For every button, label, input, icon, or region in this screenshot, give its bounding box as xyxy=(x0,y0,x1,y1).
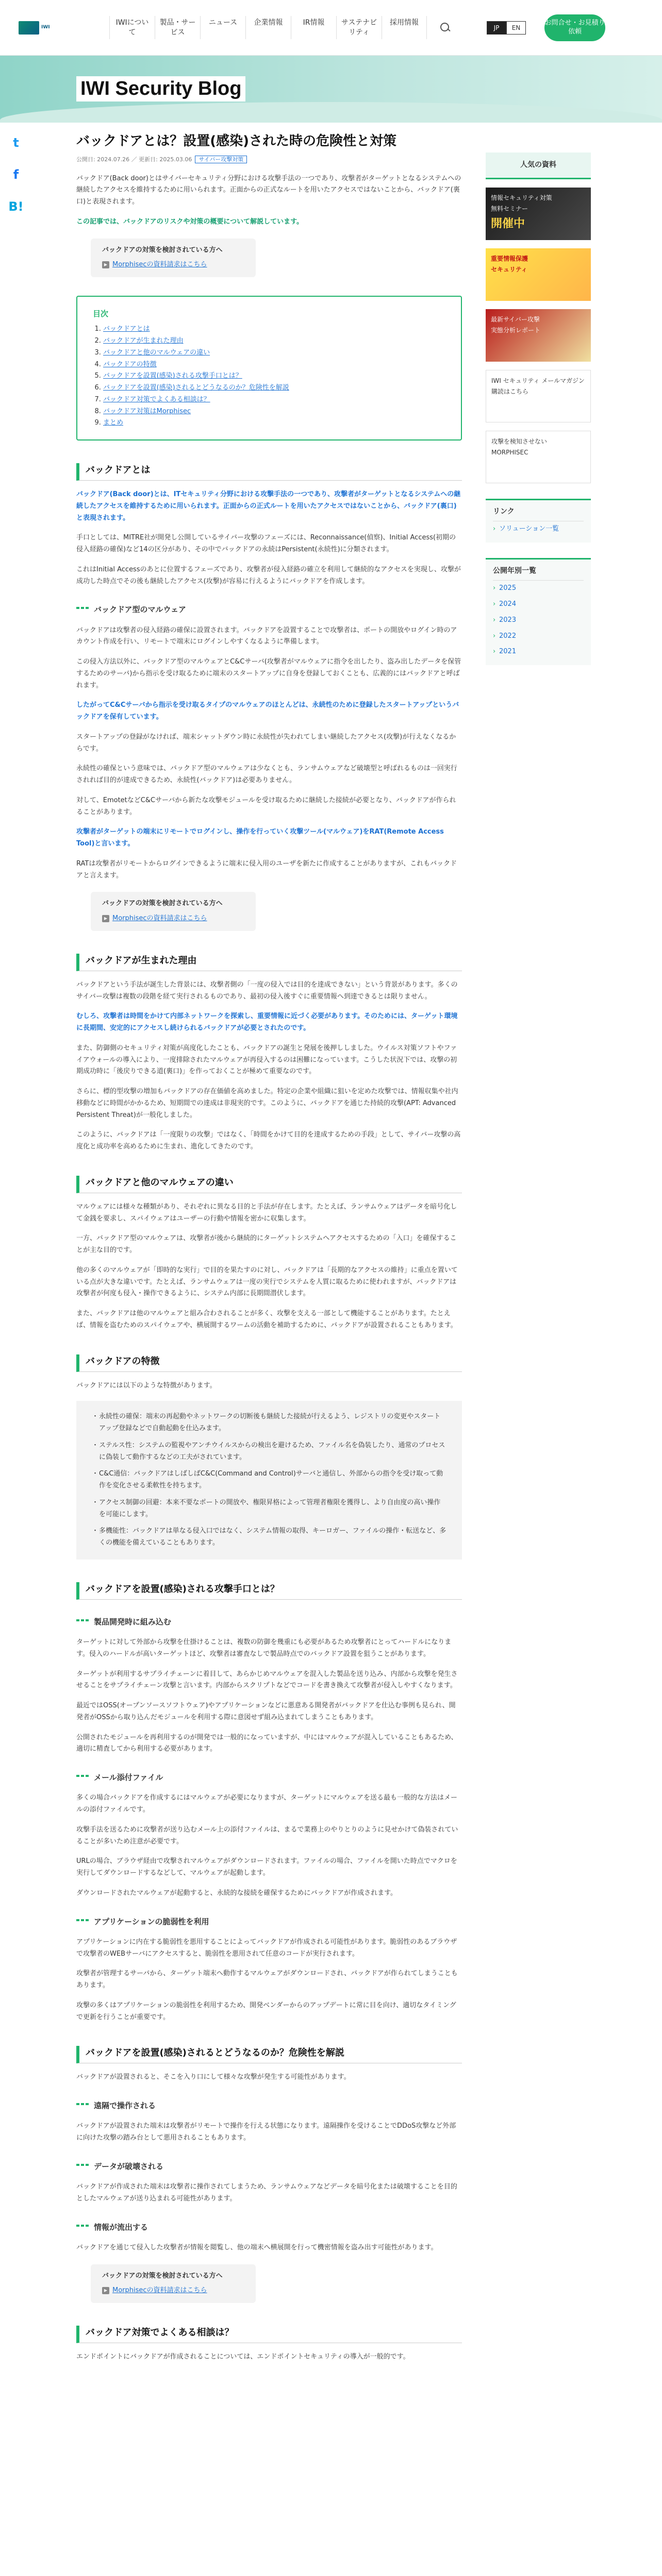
cta-title: バックドアの対策を検討されている方へ xyxy=(102,246,223,254)
toc-link[interactable]: バックドアを設置(感染)される攻撃手口とは？ xyxy=(103,372,242,380)
intro-paragraph: バックドア(Back door)とはサイバーセキュリティ分野における攻撃手法の一つであり、攻撃者がターゲットとなるシステムへの継続したアクセスを維持するために用いられます。正面からの正式なルートを用いたアクセスではないことから、バックドア(裏口)と表現されます。 xyxy=(76,174,461,206)
subsection-heading: 製品開発時に組み込む xyxy=(76,1615,462,1629)
logo-mark-icon xyxy=(19,21,39,35)
archive-block xyxy=(486,558,591,665)
ad-banner-protection[interactable] xyxy=(486,248,591,301)
nav-item-about[interactable]: IWIについて xyxy=(109,16,155,39)
cta-link[interactable] xyxy=(102,259,244,271)
paragraph: バックドア(Back door)とは、ITセキュリティ分野における攻撃手法の一つであり、攻撃者がターゲットとなるシステムへの継続したアクセスを維持するために用いられます。正面からの正式ルートを用いたアクセスではないことから、バックドア(裏口)と表現されます。 xyxy=(76,490,461,522)
ad-banner-seminar[interactable] xyxy=(486,188,591,240)
lang-en-button[interactable]: EN xyxy=(506,21,526,35)
paragraph: ターゲットが利用するサプライチェーンに着目して、あらかじめマルウェアを混入した製品を送り込み、内部から攻撃を発生させることをサプライチェーン攻撃と言います。内部からスクリプトなどでコードを書き換えて攻撃者が侵入しやすくなります。 xyxy=(76,1670,458,1690)
archive-year-link[interactable]: › 2021 xyxy=(493,644,584,660)
paragraph: URLの場合、ブラウザ経由で攻撃されマルウェアがダウンロードされます。ファイルの場合、ファイルを開いた時点でマクロを実行してダウンロードするなどして、マルウェアが起動します。 xyxy=(76,1857,457,1877)
ad-text: 重要情報保護 xyxy=(491,255,528,262)
blog-title: IWI Security Blog xyxy=(76,76,245,101)
ad-text: 情報セキュリティ対策 xyxy=(491,194,552,201)
hero-wave xyxy=(0,102,662,123)
feature-item: ・ 永続性の確保：端末の再起動やネットワークの切断後も継続した接続が行えるよう、レジストリの変更やスタートアップ登録などで自動起動を仕込みます。 xyxy=(92,1411,446,1435)
cta-link[interactable] xyxy=(102,913,244,925)
toc-heading: 目次 xyxy=(93,309,109,319)
ad-text: 実態分析レポート xyxy=(491,326,541,334)
nav-item-sustainability[interactable]: サステナビリティ xyxy=(336,16,382,39)
blog-hero xyxy=(0,56,662,123)
subsection-heading: 情報が流出する xyxy=(76,2221,462,2234)
subsection-heading: データが破壊される xyxy=(76,2160,462,2173)
section-heading: バックドアとは xyxy=(76,463,462,481)
toc-list xyxy=(93,324,445,429)
paragraph: バックドアという手法が誕生した背景には、攻撃者側の「一度の侵入では目的を達成できない」という背景があります。多くのサイバー攻撃は複数の段階を経て実行されるものであり、最初の侵入後すぐに重要情報へ到達できるとは限りません。 xyxy=(76,980,458,1001)
feature-item: ・ 多機能性：バックドアは単なる侵入口ではなく、システム情報の取得、キーロガー、ファイルの操作・転送など、多くの機能を備えていることもあります。 xyxy=(92,1526,446,1549)
paragraph: 攻撃の多くはアプリケーションの脆弱性を利用するため、開発ベンダーからのアップデートに常に目を向け、適切なタイミングで更新を行うことが重要です。 xyxy=(76,2001,456,2021)
ad-banner-newsletter[interactable] xyxy=(486,370,591,422)
category-tag[interactable]: サイバー攻撃対策 xyxy=(195,156,247,163)
nav-item-news[interactable]: ニュース xyxy=(200,16,245,39)
paragraph: スタートアップの登録がなければ、端末シャットダウン時に永続性が失われてしまい継続したアクセス(攻撃)が行えなくなるからです。 xyxy=(76,733,456,753)
toc-link[interactable]: バックドア対策はMorphisec xyxy=(103,407,191,415)
cta-link-text[interactable]: Morphisecの資料請求はこちら xyxy=(112,261,207,269)
nav-item-recruit[interactable]: 採用情報 xyxy=(382,16,427,39)
paragraph: アプリケーションに内在する脆弱性を悪用することによってバックドアが作成される可能性があります。脆弱性のあるブラウザで攻撃者のWEBサーバにアクセスすると、脆弱性を悪用されて任意のコードが実行されます。 xyxy=(76,1938,457,1958)
archive-year-link[interactable]: › 2022 xyxy=(493,629,584,645)
toc-link[interactable]: バックドア対策でよくある相談は？ xyxy=(103,395,210,403)
paragraph: バックドアには以下のような特徴があります。 xyxy=(76,1381,217,1389)
paragraph: RATは攻撃者がリモートからログインできるように端末に侵入用のユーザを新たに作成することがありますが、これもバックドアと言えます。 xyxy=(76,859,457,879)
cta-link-text[interactable]: Morphisecの資料請求はこちら xyxy=(112,2286,207,2295)
paragraph: 攻撃手法を送るために攻撃者が送り込むメール上の添付ファイルは、まるで業務上のやりとりのように見せかけて偽装されていることが多いため注意が必要です。 xyxy=(76,1825,458,1845)
paragraph: 対して、EmotetなどC&Cサーバから新たな攻撃モジュールを受け取るために継続した接続が必要となり、バックドアが作られることがあります。 xyxy=(76,796,456,816)
paragraph: これはInitial Accessのあとに位置するフェーズであり、攻撃者が侵入経路の確立を利用して継続的なアクセスを実現し、攻撃が成功した時点でその後も継続したアクセス(攻撃)が容易に行えるようにバックドアを作成します。 xyxy=(76,565,461,585)
ad-text: 購読はこちら xyxy=(491,387,529,395)
nav-item-products[interactable]: 製品・サービス xyxy=(155,16,200,39)
article-meta xyxy=(76,155,462,164)
paragraph: ダウンロードされたマルウェアが起動すると、永続的な接続を確保するためにバックドアが作成されます。 xyxy=(76,1889,398,1897)
toc-link[interactable]: バックドアの特徴 xyxy=(103,360,157,368)
cta-box xyxy=(91,2264,256,2303)
subsection-heading: バックドア型のマルウェア xyxy=(76,603,462,616)
links-block xyxy=(486,499,591,543)
cta-title: バックドアの対策を検討されている方へ xyxy=(102,900,223,908)
paragraph: また、防御側のセキュリティ対策が高度化したことも、バックドアの誕生と発展を後押ししました。ウイルス対策ソフトやファイアウォールの導入により、一度排除されたマルウェアが再侵入するのは困難になっています。こうした状況下では、攻撃の初期成功時に「後戻りできる道(裏口)」を作っておくことが極めて重要なのです。 xyxy=(76,1044,457,1076)
sidebar-link[interactable]: › ソリューション一覧 xyxy=(493,521,584,537)
paragraph: 他の多くのマルウェアが「即時的な実行」で目的を果たすのに対し、バックドアは「長期的なアクセスの維持」に重点を置いている点が大きな違いです。たとえば、ランサムウェアは一度の実行でシステムを人質に取るために使われますが、バックドアは攻撃者が何度も侵入・操作できるように、システム内部に長期間潜伏します。 xyxy=(76,1266,458,1298)
ad-text: 攻撃を検知させない xyxy=(491,437,548,445)
paragraph: 永続性の確保という意味では、バックドア型のマルウェアは少なくとも、ランサムウェアなど破壊型と呼ばれるものは一回実行されれば目的が達成できるため、永続性(バックドア)は必要ありません。 xyxy=(76,765,457,785)
paragraph: さらに、標的型攻撃の増加もバックドアの存在価値を高めました。特定の企業や組織に狙いを定めた攻撃では、情報収集や社内移動などに時間がかかるため、短期間での達成は非現実的です。このように、バックドアを通じた持続的攻撃(APT: Advanced Persistent Threat)が一般化しました。 xyxy=(76,1088,458,1119)
article-title: バックドアとは？設置(感染)された時の危険性と対策 xyxy=(76,133,396,149)
paragraph: 攻撃者が管理するサーバから、ターゲット端末へ動作するマルウェアがダウンロードされ、バックドアが作られてしまうこともあります。 xyxy=(76,1970,458,1990)
paragraph: バックドアが設置された端末は攻撃者がリモートで操作を行える状態になります。遠隔操作を受けることでDDoS攻撃など外部に向けた攻撃の踏み台として悪用されることもあります。 xyxy=(76,2122,456,2142)
ad-text: MORPHISEC xyxy=(491,448,528,456)
company-logo[interactable] xyxy=(19,18,62,38)
paragraph: 攻撃者がターゲットの端末にリモートでログインし、操作を行っていく攻撃ツール(マルウェア)をRAT(Remote Access Tool)と言います。 xyxy=(76,828,444,848)
paragraph: 最近ではOSS(オープンソースソフトウェア)やアプリケーションなどに悪意ある開発者がバックドアを仕込む事例も見られ、開発者がOSSから取り込んだモジュールを利用する際に意図せず組み込まれてしまうこともあります。 xyxy=(76,1702,456,1721)
table-of-contents xyxy=(76,296,462,440)
feature-item: ・ C&C通信：バックドアはしばしばC&C(Command and Control)サーバと通信し、外部からの指令を受け取って動作を変化させる柔軟性を持ちます。 xyxy=(92,1468,446,1492)
paragraph: マルウェアには様々な種類があり、それぞれに異なる目的と手法が存在します。たとえば、ランサムウェアはデータを暗号化して金銭を要求し、スパイウェアはユーザーの行動や情報を密かに収集します。 xyxy=(76,1202,457,1223)
toc-link[interactable]: バックドアを設置(感染)されるとどうなるのか？危険性を解説 xyxy=(103,384,289,392)
hatena-share-icon[interactable]: B! xyxy=(8,199,24,214)
paragraph: 一方、バックドア型のマルウェアは、攻撃者が後から継続的にターゲットシステムへアクセスするための「入口」を確保することが主な目的です。 xyxy=(76,1234,457,1255)
paragraph: エンドポイントにバックドアが作成されることについては、エンドポイントセキュリティの導入が一般的です。 xyxy=(76,2353,410,2361)
paragraph: 公開されたモジュールを再利用するのが開発では一般的になっていますが、中にはマルウェアが混入していることもあるため、適切に精査してから利用する必要があります。 xyxy=(76,1733,458,1753)
toc-link[interactable]: バックドアと他のマルウェアの違い xyxy=(103,348,210,357)
nav-item-ir[interactable]: IR情報 xyxy=(291,16,336,39)
toc-link[interactable]: バックドアとは xyxy=(103,325,150,333)
toc-link[interactable]: バックドアが生まれた理由 xyxy=(103,337,184,345)
links-heading: リンク xyxy=(493,505,584,522)
feature-item: ・ ステルス性：システムの監視やアンチウイルスからの検出を避けるため、ファイル名を偽装したり、通常のプロセスに偽装して動作するなどの工夫がされています。 xyxy=(92,1440,446,1464)
section-heading: バックドア対策でよくある相談は？ xyxy=(76,2326,462,2343)
section-heading: バックドアが生まれた理由 xyxy=(76,954,462,971)
paragraph: バックドアは攻撃者の侵入経路の確保に設置されます。バックドアを設置することで攻撃者は、ポートの開放やログイン時のアカウント作成を行い、リモートで端末にログインしやすくなるように準備します。 xyxy=(76,626,457,646)
ad-text: 開催中 xyxy=(491,217,525,230)
subsection-heading: 遠隔で操作される xyxy=(76,2099,462,2112)
article-date: 公開日: 2024.07.26 ／ 更新日: 2025.03.06 xyxy=(76,156,192,163)
cta-link[interactable] xyxy=(102,2285,244,2297)
ad-text: 最新サイバー攻撃 xyxy=(491,315,540,323)
feature-item: ・ アクセス制御の回避：本来不要なポートの開放や、権限昇格によって管理者権限を獲得し、より自由度の高い操作を可能にします。 xyxy=(92,1497,446,1521)
intro-summary: この記事では、バックドアのリスクや対策の概要について解説しています。 xyxy=(76,217,304,226)
paragraph: この侵入方法以外に、バックドア型のマルウェアとC&Cサーバ(攻撃者がマルウェアに指令を出したり、盗み出したデータを保管するためのサーバ)から指示を受け取るために端末のスタートアップに自身を登録しておくことも、広義的にはバックドアと呼ばれます。 xyxy=(76,658,461,689)
archive-year-link[interactable]: › 2024 xyxy=(493,597,584,613)
share-buttons xyxy=(8,132,24,228)
paragraph: バックドアが作成された端末は攻撃者に操作されてしまうため、ランサムウェアなどデータを暗号化または破壊することを目的としたマルウェアが送り込まれる可能性があります。 xyxy=(76,2183,457,2202)
paragraph: ターゲットに対して外部から攻撃を仕掛けることは、複数の防御を幾重にも必要があるため攻撃者にとってハードルになります。侵入のハードルが高いターゲットほど、攻撃者は審査なしで製品時点でのバックドア設置を狙うことがあります。 xyxy=(76,1638,452,1658)
lang-jp-button[interactable]: JP xyxy=(487,21,506,35)
search-icon[interactable] xyxy=(438,21,452,35)
paragraph: このように、バックドアは「一度限りの攻撃」ではなく、「時間をかけて目的を達成するための手段」として、サイバー攻撃の高度化と成功率を高めるために生まれ、進化してきたのです。 xyxy=(76,1131,461,1151)
section-heading: バックドアを設置(感染)されるとどうなるのか？危険性を解説 xyxy=(76,2046,462,2063)
archive-year-link[interactable]: › 2023 xyxy=(493,613,584,629)
site-header xyxy=(0,0,662,56)
popular-heading: 人気の資料 xyxy=(486,152,591,179)
nav-item-company[interactable]: 企業情報 xyxy=(245,16,291,39)
logo-text: IWI xyxy=(41,24,50,30)
paragraph: 多くの場合バックドアを作成するにはマルウェアが必要になりますが、ターゲットにマルウェアを送る最も一般的な方法はメールの添付ファイルです。 xyxy=(76,1794,458,1814)
paragraph: また、バックドアは他のマルウェアと組み合わされることが多く、攻撃を支える一部として機能することがあります。たとえば、情報を盗むためのスパイウェアや、横展開するワームの活動を補助するために、バックドアが設置されることもあります。 xyxy=(76,1310,457,1329)
twitter-share-icon[interactable]: t xyxy=(13,135,19,150)
sidebar xyxy=(486,152,591,665)
paragraph: したがってC&Cサーバから指示を受け取るタイプのマルウェアのほとんどは、永続性のために登録したスタートアップというバックドアを保有しています。 xyxy=(76,701,459,721)
subsection-heading: アプリケーションの脆弱性を利用 xyxy=(76,1915,462,1928)
cta-title: バックドアの対策を検討されている方へ xyxy=(102,2272,223,2280)
global-nav xyxy=(109,16,427,39)
toc-link[interactable]: まとめ xyxy=(103,419,124,427)
facebook-share-icon[interactable]: f xyxy=(13,167,19,182)
section-heading: バックドアの特徴 xyxy=(76,1354,462,1372)
paragraph: バックドアを通じて侵入した攻撃者が情報を閲覧し、他の端末へ横展開を行って機密情報を盗み出す可能性があります。 xyxy=(76,2243,438,2251)
article xyxy=(76,132,462,2363)
subsection-heading: メール添付ファイル xyxy=(76,1771,462,1784)
feature-list xyxy=(76,1401,462,1560)
ad-text: 無料セミナー xyxy=(491,205,528,212)
cta-link-text[interactable]: Morphisecの資料請求はこちら xyxy=(112,914,207,923)
section-heading: バックドアと他のマルウェアの違い xyxy=(76,1176,462,1193)
language-switcher xyxy=(487,21,526,35)
cta-box xyxy=(91,892,256,931)
paragraph: むしろ、攻撃者は時間をかけて内部ネットワークを探索し、重要情報に近づく必要があります。そのためには、ターゲット環境に長期間、安定的にアクセスし続けられるバックドアが必要とされたのです。 xyxy=(76,1012,458,1032)
ad-banner-morphisec[interactable] xyxy=(486,431,591,483)
cta-box xyxy=(91,239,256,278)
contact-button[interactable]: お問合せ・お見積り依頼 xyxy=(544,14,605,41)
paragraph: 手口としては、MITRE社が開発し公開しているサイバー攻撃のフェーズには、Reconnaissance(偵察)、Initial Access(初期の侵入経路の確保)など14の区分があり、その中でバックドアの永続はPersistent(永続性)に分類されます。 xyxy=(76,534,456,554)
ad-banner-report[interactable] xyxy=(486,309,591,362)
ad-text: セキュリティ xyxy=(491,265,527,273)
section-heading: バックドアを設置(感染)される攻撃手口とは？ xyxy=(76,1582,462,1600)
archive-heading: 公開年別一覧 xyxy=(493,565,584,581)
paragraph: バックドアが設置されると、そこを入り口にして様々な攻撃が発生する可能性があります。 xyxy=(76,2073,351,2081)
archive-year-link[interactable]: › 2025 xyxy=(493,581,584,597)
ad-text: IWI セキュリティ メールマガジン xyxy=(491,377,585,384)
